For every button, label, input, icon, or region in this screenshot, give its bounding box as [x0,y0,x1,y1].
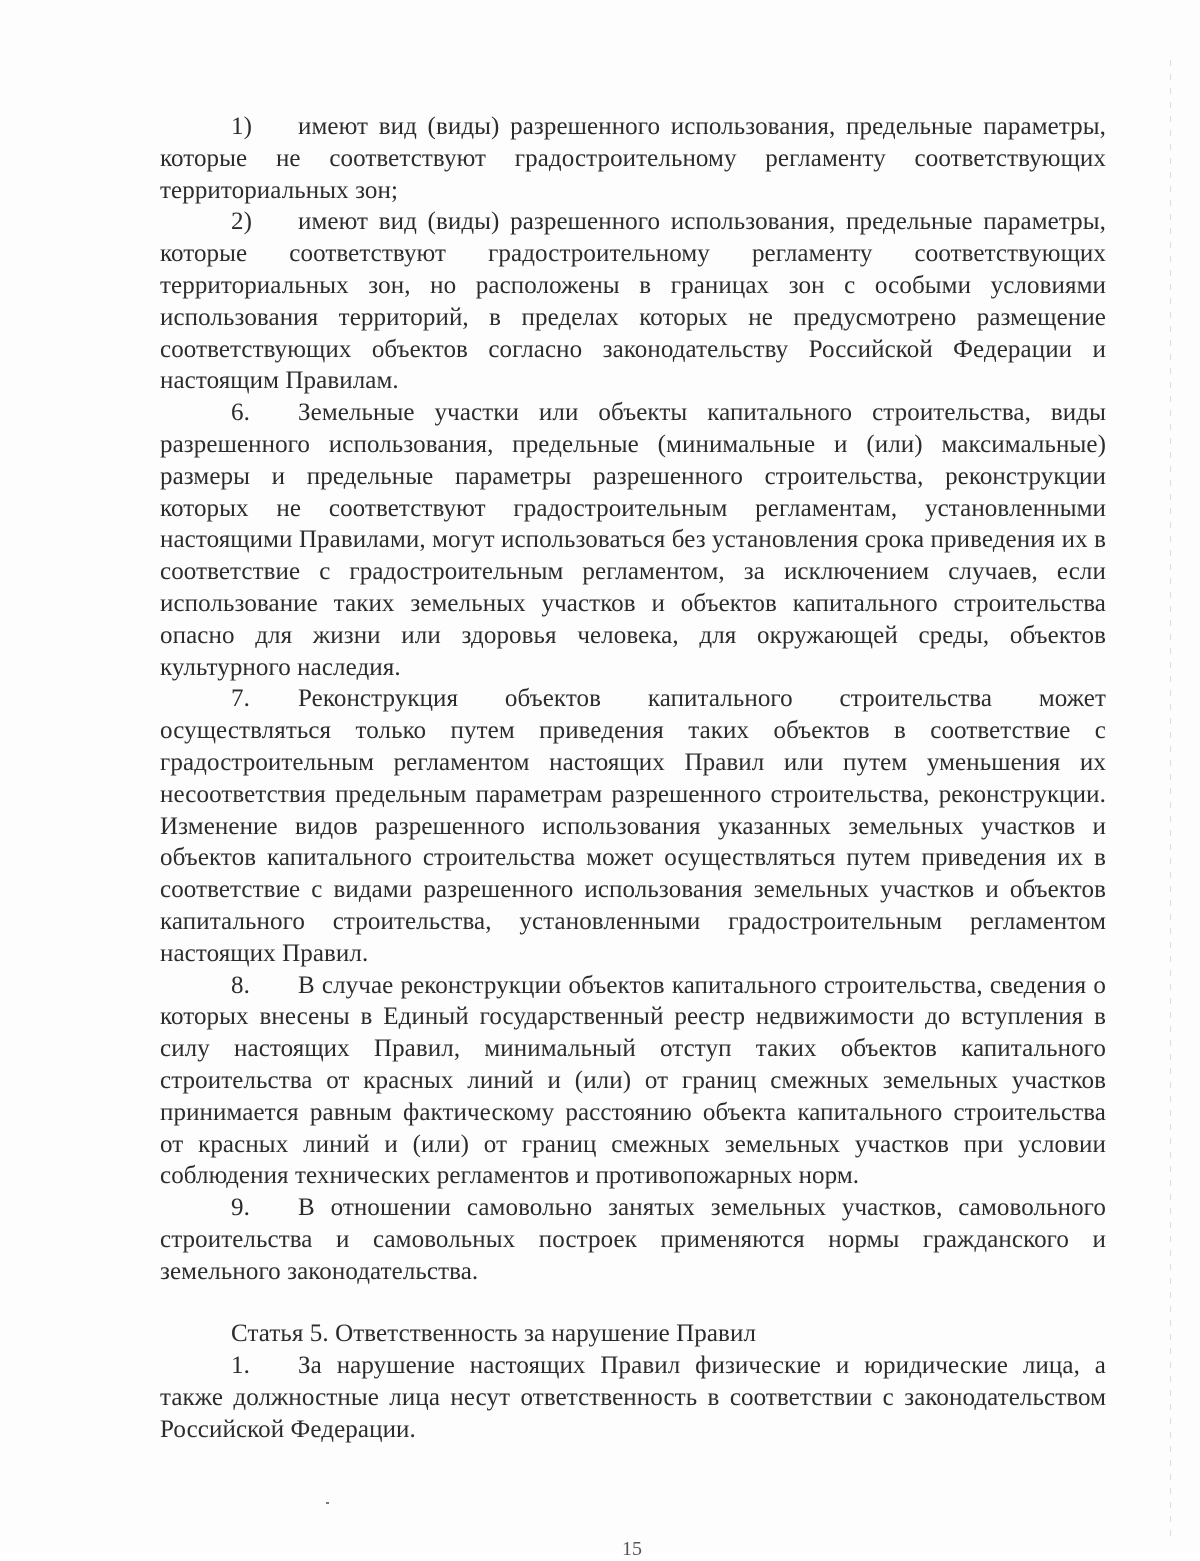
clause-7 [160,683,1106,969]
clause-number: 7. [231,685,250,713]
clause-text: Земельные участки или объекты капитального строительства, виды разрешенного использования, предельные (минимальные и (или) максимальные) размеры и предельные параметры разрешенного строительства, реконструкции которых не соответствуют градостроительным регламентам, установленными настоящими Правилами, могут использоваться без установления срока приведения их в соответствие с градостроительным регламентом, за исключением случаев, если использование таких земельных участков и объектов капитального строительства опасно для жизни или здоровья человека, для окружающей среды, объектов культурного наследия. [160,399,1106,681]
item-text: имеют вид (виды) разрешенного использования, предельные параметры, которые соответствуют градостроительному регламенту соответствующих территориальных зон, но расположены в границах зон с особыми условиями использования территорий, в пределах которых не предусмотрено размещение соответствующих объектов согласно законодательству Российской Федерации и настоящим Правилам. [160,208,1106,395]
article-clause-1 [160,1350,1106,1445]
clause-8 [160,970,1106,1193]
clause-number: 1. [231,1352,250,1380]
clause-number: 6. [231,399,250,427]
clause-text: Реконструкция объектов капитального строительства может осуществляться только путем приведения таких объектов в соответствие с градостроительным регламентом настоящих Правил или путем уменьшения их несоответствия предельным параметрам разрешенного строительства, реконструкции. Изменение видов разрешенного использования указанных земельных участков и объектов капитального строительства может осуществляться путем приведения их в соответствие с видами разрешенного использования земельных участков и объектов капитального строительства, установленными градостроительным регламентом настоящих Правил. [160,685,1106,967]
item-number: 2) [231,208,253,236]
item-text: имеют вид (виды) разрешенного использования, предельные параметры, которые не соответствуют градостроительному регламенту соответствующих территориальных зон; [160,113,1106,204]
item-number: 1) [231,113,253,140]
list-item-2 [160,206,1106,397]
scan-speck [326,1502,329,1504]
clause-number: 9. [231,1194,250,1222]
clause-text: В случае реконструкции объектов капитального строительства, сведения о которых внесены в Единый государственный реестр недвижимости до вступления в силу настоящих Правил, минимальный отступ таких объектов капитального строительства от красных линий и (или) от границ смежных земельных участков принимается равным фактическому расстоянию объекта капитального строительства от красных линий и (или) от границ смежных земельных участков при условии соблюдения технических регламентов и противопожарных норм. [160,971,1106,1190]
scan-edge-artifact [1170,60,1171,1540]
clause-number: 8. [231,971,250,999]
list-item-1 [160,111,1106,206]
clause-6 [160,397,1106,683]
document-body [160,111,1106,1446]
article-heading: Статья 5. Ответственность за нарушение Правил [231,1320,757,1348]
page-number: 15 [622,1538,642,1560]
clause-9 [160,1192,1106,1287]
clause-text: В отношении самовольно занятых земельных участков, самовольного строительства и самовольных построек применяются нормы гражданского и земельного законодательства. [160,1194,1106,1285]
clause-text: За нарушение настоящих Правил физические и юридические лица, а также должностные лица несут ответственность в соответствии с законодательством Российской Федерации. [160,1352,1106,1443]
